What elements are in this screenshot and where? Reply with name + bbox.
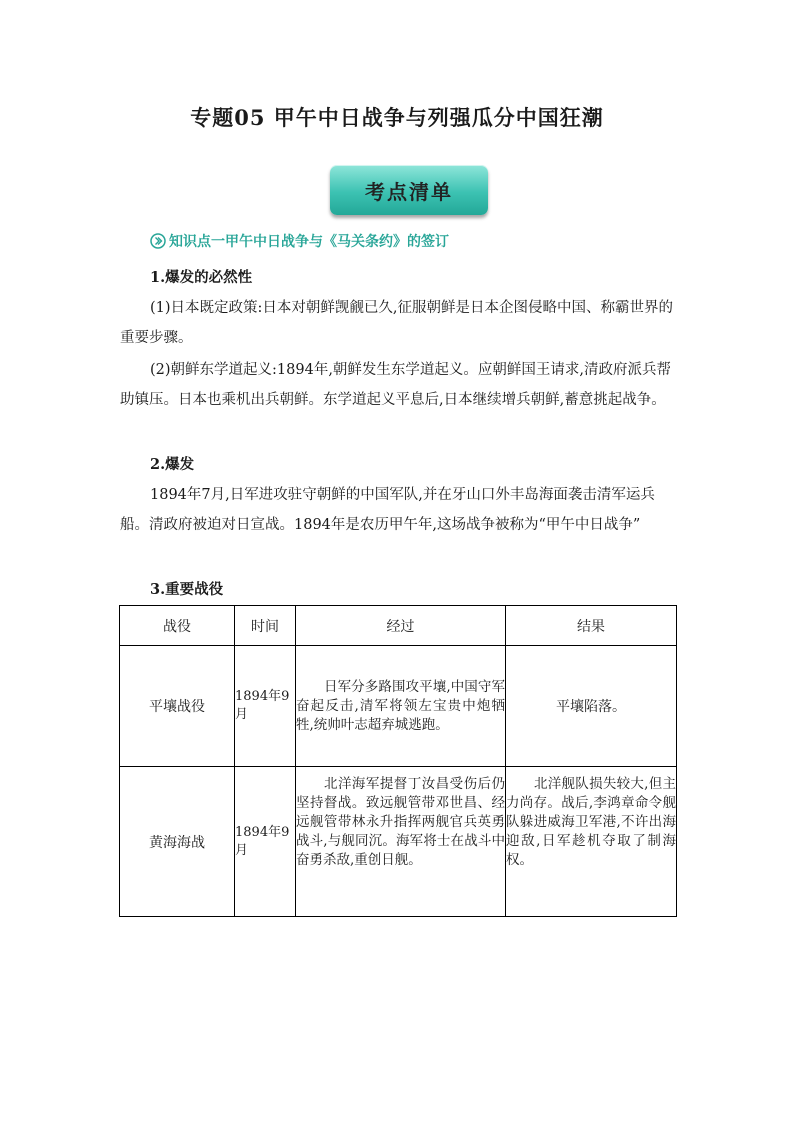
heading-1: 1.爆发的必然性 bbox=[150, 269, 253, 286]
heading-3: 3.重要战役 bbox=[150, 581, 224, 598]
battle-result-text: 北洋舰队损失较大,但主力尚存。战后,李鸿章命令舰队躲进威海卫军港,不许出海迎敌,日军趁机夺取了制海权。 bbox=[506, 776, 676, 868]
battle-process bbox=[296, 646, 506, 767]
circle-arrow-icon bbox=[150, 233, 166, 249]
header-battle: 战役 bbox=[120, 606, 235, 646]
knowledge-point-heading bbox=[150, 230, 449, 252]
header-time: 时间 bbox=[235, 606, 296, 646]
header-process: 经过 bbox=[296, 606, 506, 646]
table-row bbox=[120, 646, 677, 767]
table-header-row bbox=[120, 606, 677, 646]
heading-2: 2.爆发 bbox=[150, 456, 195, 473]
table-row bbox=[120, 767, 677, 917]
battle-process-text: 日军分多路围攻平壤,中国守军奋起反击,清军将领左宝贵中炮牺牲,统帅叶志超弃城逃跑。 bbox=[296, 678, 505, 733]
paragraph-2: (2)朝鲜东学道起义:1894年,朝鲜发生东学道起义。应朝鲜国王请求,清政府派兵帮助镇压。日本也乘机出兵朝鲜。东学道起义平息后,日本继续增兵朝鲜,蓄意挑起战争。 bbox=[120, 362, 672, 408]
page-title: 专题05 甲午中日战争与列强瓜分中国狂潮 bbox=[190, 105, 604, 130]
knowledge-point-title: 知识点一甲午中日战争与《马关条约》的签订 bbox=[169, 234, 449, 250]
battle-time: 1894年9月 bbox=[235, 767, 296, 917]
paragraph-1: (1)日本既定政策:日本对朝鲜觊觎已久,征服朝鲜是日本企图侵略中国、称霸世界的重要步骤。 bbox=[120, 300, 674, 346]
header-result: 结果 bbox=[506, 606, 677, 646]
battle-time: 1894年9月 bbox=[235, 646, 296, 767]
battle-process-text: 北洋海军提督丁汝昌受伤后仍坚持督战。致远舰管带邓世昌、经远舰管带林永升指挥两舰官兵英勇战斗,与舰同沉。海军将士在战斗中奋勇杀敌,重创日舰。 bbox=[296, 776, 505, 868]
battle-result bbox=[506, 767, 677, 917]
paragraph-3: 1894年7月,日军进攻驻守朝鲜的中国军队,并在牙山口外丰岛海面袭击清军运兵船。清政府被迫对日宣战。1894年是农历甲午年,这场战争被称为“甲午中日战争” bbox=[120, 487, 655, 533]
battle-name: 平壤战役 bbox=[120, 646, 235, 767]
section-badge bbox=[330, 165, 490, 219]
battle-process bbox=[296, 767, 506, 917]
battle-result: 平壤陷落。 bbox=[506, 646, 677, 767]
badge-label: 考点清单 bbox=[330, 165, 488, 215]
battles-table bbox=[119, 605, 677, 917]
battle-name: 黄海海战 bbox=[120, 767, 235, 917]
